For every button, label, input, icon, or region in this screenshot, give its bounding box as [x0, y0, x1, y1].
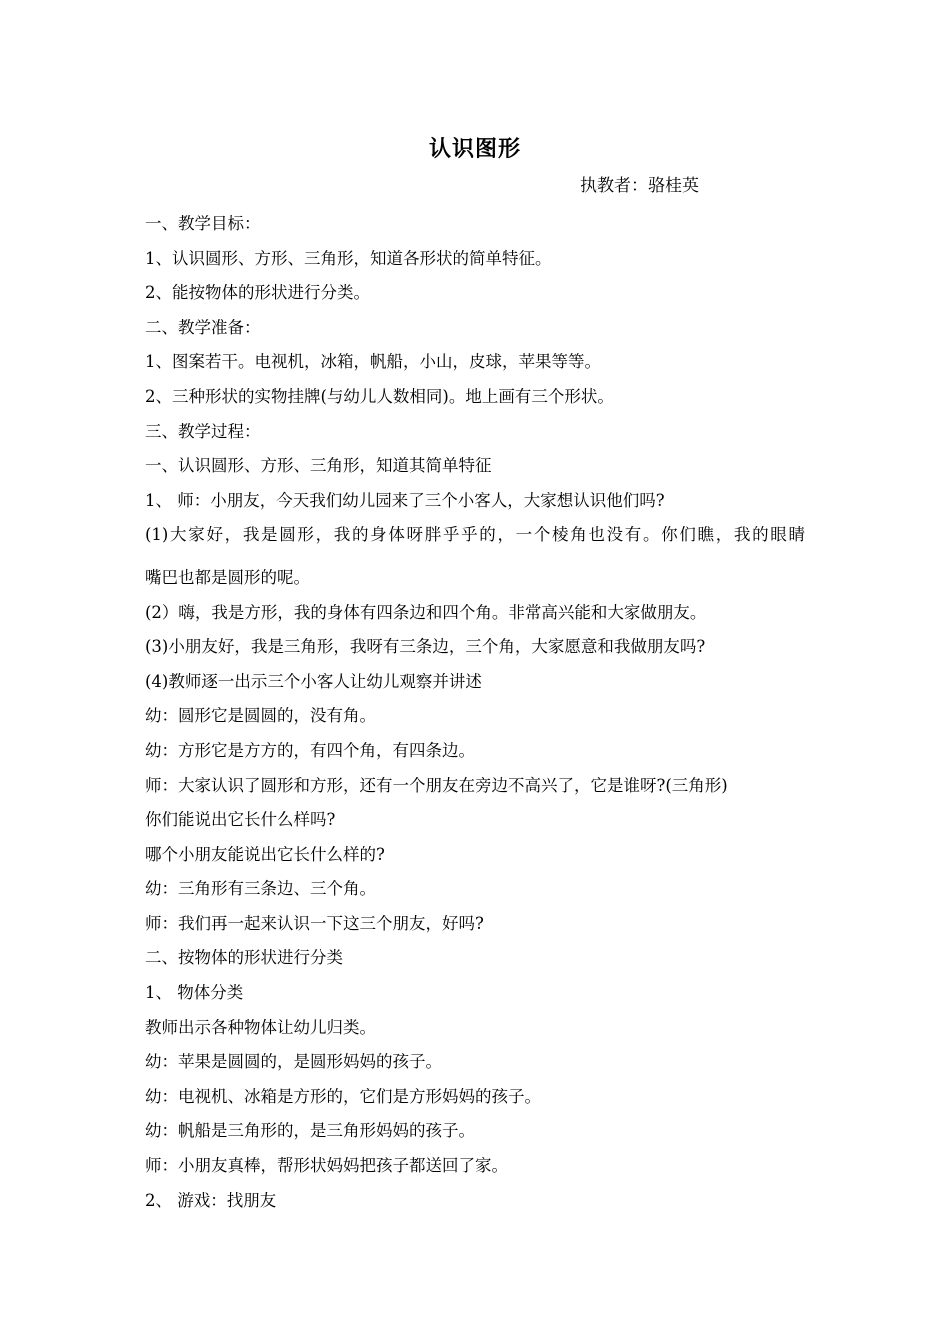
- text-line: 2、能按物体的形状进行分类。: [145, 283, 370, 303]
- text-line: 1、认识圆形、方形、三角形，知道各形状的简单特征。: [145, 248, 552, 268]
- section-heading: 二、教学准备：: [145, 317, 261, 337]
- text-line: 幼：三角形有三条边、三个角。: [145, 879, 376, 899]
- section-heading: 一、教学目标：: [145, 214, 261, 233]
- text-line: 师：我们再一起来认识一下这三个朋友，好吗?: [145, 913, 484, 933]
- text-line: 2、三种形状的实物挂牌(与幼儿人数相同)。地上画有三个形状。: [145, 386, 614, 406]
- document-body: [145, 207, 815, 1218]
- text-line: 1、 师：小朋友，今天我们幼儿园来了三个小客人，大家想认识他们吗?: [145, 490, 665, 510]
- text-line: 师：大家认识了圆形和方形，还有一个朋友在旁边不高兴了，它是谁呀?(三角形): [145, 775, 728, 795]
- text-line: 1、 物体分类: [145, 983, 244, 1003]
- text-line: 幼：帆船是三角形的，是三角形妈妈的孩子。: [145, 1121, 475, 1141]
- text-line: (3)小朋友好，我是三角形，我呀有三条边，三个角，大家愿意和我做朋友吗?: [145, 637, 706, 657]
- text-line: 师：小朋友真棒，帮形状妈妈把孩子都送回了家。: [145, 1156, 508, 1176]
- text-line: (1)大家好，我是圆形，我的身体呀胖乎乎的，一个棱角也没有。你们瞧，我的眼睛: [145, 525, 805, 545]
- subsection-heading: 一、认识圆形、方形、三角形，知道其简单特征: [145, 456, 492, 476]
- section-heading: 三、教学过程：: [145, 421, 261, 441]
- document-author: 执教者：骆桂英: [580, 176, 699, 196]
- text-line: 幼：苹果是圆圆的，是圆形妈妈的孩子。: [145, 1052, 442, 1072]
- text-line: 你们能说出它长什么样吗?: [145, 810, 336, 830]
- text-line: (4)教师逐一出示三个小客人让幼儿观察并讲述: [145, 671, 482, 691]
- subsection-heading: 二、按物体的形状进行分类: [145, 948, 343, 968]
- text-line: 教师出示各种物体让幼儿归类。: [145, 1017, 376, 1037]
- text-line: 嘴巴也都是圆形的呢。: [145, 567, 310, 587]
- text-line: 幼：电视机、冰箱是方形的，它们是方形妈妈的孩子。: [145, 1086, 541, 1106]
- text-line: 1、图案若干。电视机，冰箱，帆船，小山，皮球，苹果等等。: [145, 352, 601, 372]
- document-title: 认识图形: [428, 137, 521, 162]
- text-line: 幼：圆形它是圆圆的，没有角。: [145, 706, 376, 726]
- text-line: (2）嗨，我是方形，我的身体有四条边和四个角。非常高兴能和大家做朋友。: [145, 602, 707, 622]
- text-line: 哪个小朋友能说出它长什么样的?: [145, 844, 385, 864]
- text-line: 幼：方形它是方方的，有四个角，有四条边。: [145, 740, 475, 760]
- text-line: 2、 游戏：找朋友: [145, 1190, 277, 1210]
